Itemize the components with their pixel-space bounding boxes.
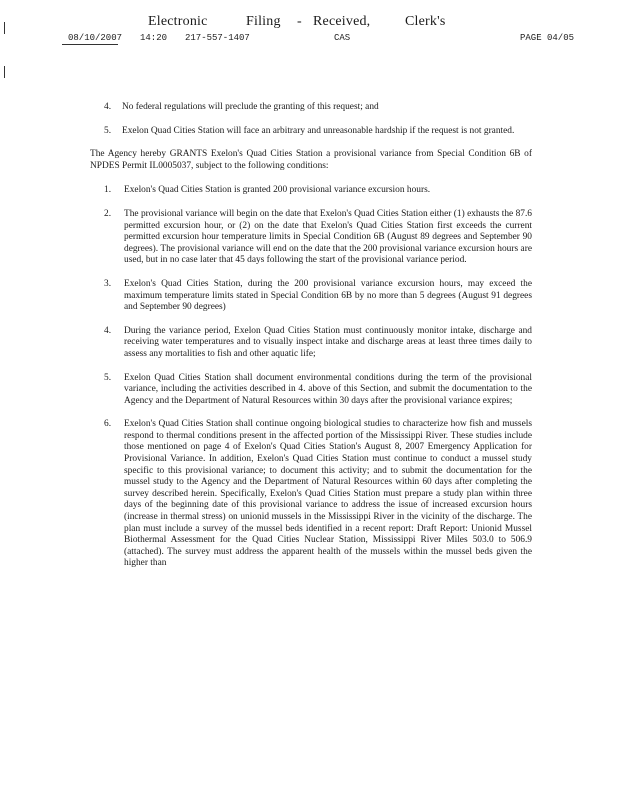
condition-item [90, 279, 532, 314]
header-rule [62, 44, 118, 45]
margin-mark [4, 22, 5, 34]
stamp-dash: - [297, 14, 302, 29]
margin-mark [4, 66, 5, 78]
condition-item [90, 185, 532, 197]
condition-number: 1. [104, 185, 112, 196]
condition-number: 4. [104, 325, 112, 336]
finding-item [90, 126, 532, 138]
condition-text: During the variance period, Exelon Quad Cities Station must continuously monitor intake, discharge and receiving water temperatures and to visually inspect intake and discharge areas at least three times daily to assess any mortalities to fish and other aquatic life; [124, 325, 532, 359]
fax-time: 14:20 [140, 33, 168, 43]
condition-number: 6. [104, 419, 112, 430]
condition-number: 5. [104, 372, 112, 383]
condition-text: Exelon's Quad Cities Station shall continue ongoing biological studies to characterize how fish and mussels respond to thermal conditions present in the affected portion of the Mississippi River. These studies include those mentioned on page 4 of Exelon's Quad Cities Station's August 8, 2007 Emergency Application for Provisional Variance. In addition, Exelon's Quad Cities Station must continue to conduct a mussel study specific to this provisional variance; to document this activity; and to submit the documentation for the mussel study to the Agency and the Department of Natural Resources within 60 days after completing the survey described herein. Specifically, Exelon's Quad Cities Station must prepare a study plan within three days of the beginning date of this provisional variance to address the issue of increased excursion hours (increase in thermal stress) on unionid mussels in the Mississippi River in the vicinity of the discharge. The plan must include a survey of the mussel beds identified in a recent report: Draft Report: Unionid Mussel Biothermal Assessment for the Quad Cities Nuclear Station, Mississippi River Miles 503.0 to 506.9 (attached). The survey must address the apparent health of the mussels within the mussel beds given the higher than [124, 419, 532, 569]
item-number: 4. [104, 102, 112, 112]
condition-text: Exelon's Quad Cities Station is granted 200 provisional variance excursion hours. [124, 185, 431, 196]
fax-phone: 217-557-1407 [185, 33, 250, 43]
item-text: No federal regulations will preclude the granting of this request; and [122, 102, 379, 112]
fax-page: PAGE 04/05 [520, 33, 575, 43]
condition-text: Exelon Quad Cities Station shall document environmental conditions during the term of the provisional variance, including the activities described in 4. above of this Section, and submit the documentation to the Agency and the Department of Natural Resources within 30 days after the provisional variance expires; [124, 372, 532, 406]
condition-number: 2. [104, 208, 112, 219]
electronic-filing-stamp [0, 14, 618, 34]
document-body [90, 102, 532, 582]
condition-item [90, 326, 532, 361]
fax-date: 08/10/2007 [68, 33, 123, 43]
condition-number: 3. [104, 278, 112, 289]
condition-text: Exelon's Quad Cities Station, during the 200 provisional variance excursion hours, may exceed the maximum temperature limits stated in Special Condition 6B by no more than 5 degrees (August 91 degrees and September 90 degrees) [124, 278, 532, 313]
finding-item [90, 102, 532, 114]
item-number: 5. [104, 125, 112, 136]
grant-paragraph: The Agency hereby GRANTS Exelon's Quad Cities Station a provisional variance from Special Condition 6B of NPDES Permit IL0005037, subject to the following conditions: [90, 149, 532, 171]
stamp-clerks: Clerk's [405, 14, 446, 29]
condition-item [90, 419, 532, 570]
condition-item [90, 209, 532, 267]
stamp-received: Received, [313, 14, 371, 29]
fax-office: CAS [334, 33, 351, 43]
condition-text: The provisional variance will begin on the date that Exelon's Quad Cities Station either (1) exhausts the 87.6 permitted excursion hour, or (2) on the date that Exelon's Quad Cities Station first exceeds the current permitted excursion hour temperature limits in Special Condition 6B (August 89 degrees and September 90 degrees). The provisional variance will end on the date that the 200 provisional variance excursion hours are used, but in no case later that 45 days following the start of the provisional variance period. [124, 208, 532, 266]
condition-item [90, 373, 532, 408]
stamp-filing: Filing [246, 14, 281, 29]
stamp-electronic: Electronic [148, 14, 208, 29]
item-text: Exelon Quad Cities Station will face an arbitrary and unreasonable hardship if the request is not granted. [122, 125, 515, 136]
